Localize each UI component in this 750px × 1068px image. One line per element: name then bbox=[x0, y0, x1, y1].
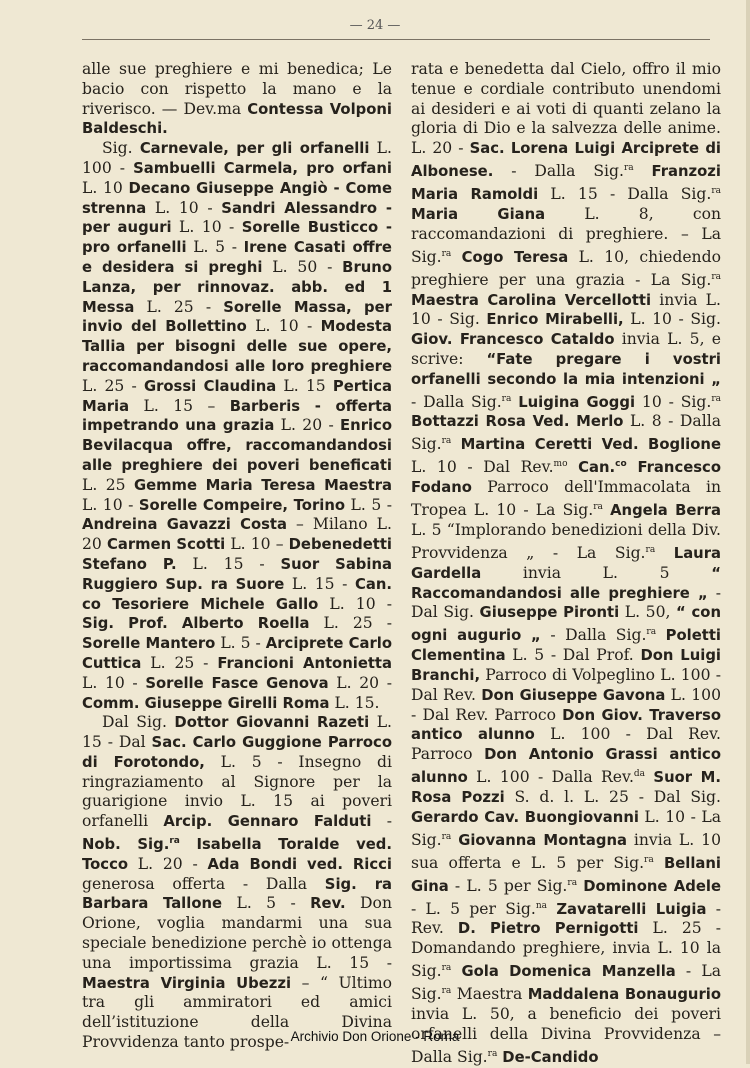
archive-footer: Archivio Don Orione - Roma bbox=[290, 1029, 460, 1044]
left-column-text: alle sue preghiere e mi benedica; Le bacio con rispetto la mano e la riverisco. — Dev.ma Contessa Volponi Baldeschi. Sig. Carnevale, per gli orfanelli L. 100 - Sambuelli Carmela, pro orfani L. 10 Decano Giuseppe Angiò - Come strenna L. 10 - Sandri Alessandro - per auguri L. 10 - Sorelle Busticco - pro orfanelli L. 5 - Irene Casati offre e desidera si preghi L. 50 - Bruno Lanza, per rinnovaz. abb. ed 1 Messa L. 25 - Sorelle Massa, per invio del Bollettino L. 10 - Modesta Tallia per bisogni delle sue opere, raccomandandosi alle loro preghiere L. 25 - Grossi Claudina L. 15 Pertica Maria L. 15 – Barberis - offerta impetrando una grazia L. 20 - Enrico Bevilacqua offre, raccomandandosi alle preghiere dei poveri beneficati L. 25 Gemme Maria Teresa Maestra L. 10 - Sorelle Compeire, Torino L. 5 - Andreina Gavazzi Costa – Milano L. 20 Carmen Scotti L. 10 – Debenedetti Stefano P. L. 15 - Suor Sabina Ruggiero Sup. ra Suore L. 15 - Can. co Tesoriere Michele Gallo L. 10 - Sig. Prof. Alberto Roella L. 25 - Sorelle Mantero L. 5 - Arciprete Carlo Cuttica L. 25 - Francioni Antonietta L. 10 - Sorelle Fasce Genova L. 20 - Comm. Giuseppe Girelli Roma L. 15. Dal Sig. Dottor Giovanni Razeti L. 15 - Dal Sac. Carlo Guggione Parroco di Forotondo, L. 5 - Insegno di ringraziamento al Signore per la guarigione invio L. 15 ai poveri orfanelli Arcip. Gennaro Falduti - Nob. Sig.$^{ra}$ Isabella Toralde ved. Tocco L. 20 - Ada Bondi ved. Ricci generosa offerta - Dalla Sig. ra Barbara Tallone L. 5 - Rev. Don Orione, voglia mandarmi una sua speciale benedizione perchè io ottenga una importissima grazia L. 15 - Maestra Virginia Ubezzi – “ Ultimo tra gli ammiratori ed amici dell’istituzione della Divina Provvidenza tanto prospe- bbox=[82, 60, 393, 1051]
page-number: — 24 — bbox=[349, 18, 401, 33]
header-rule bbox=[82, 39, 710, 40]
page-edge bbox=[746, 0, 750, 1064]
right-column-text: rata e benedetta dal Cielo, offro il mio tenue e cordiale contributo unendomi ai desideri e ai voti di quanti zelano la gloria di Dio e la salvezza delle anime. L. 20 - Sac. Lorena Luigi Arciprete di Albonese. - Dalla Sig.$^{ra}$ Franzozi Maria Ramoldi L. 15 - Dalla Sig.$^{ra}$ Maria Giana L. 8, con raccomandazioni di preghiere. – La Sig.$^{ra}$ Cogo Teresa L. 10, chiedendo preghiere per una grazia - La Sig.$^{ra}$ Maestra Carolina Vercellotti invia L. 10 - Sig. Enrico Mirabelli, L. 10 - Sig. Giov. Francesco Cataldo invia L. 5, e scrive: “Fate pregare i vostri orfanelli secondo la mia intenzioni „ - Dalla Sig.$^{ra}$ Luigina Goggi 10 - Sig.$^{ra}$ Bottazzi Rosa Ved. Merlo L. 8 - Dalla Sig.$^{ra}$ Martina Ceretti Ved. Boglione L. 10 - Dal Rev.$^{mo}$ Can.$^{co}$ Francesco Fodano Parroco dell'Immacolata in Tropea L. 10 - La Sig.$^{ra}$ Angela Berra L. 5 “Implorando benedizioni della Div. Provvidenza „ - La Sig.$^{ra}$ Laura Gardella invia L. 5 “ Raccomandandosi alle preghiere „ - Dal Sig. Giuseppe Pironti L. 50, “ con ogni augurio „ - Dalla Sig.$^{ra}$ Poletti Clementina L. 5 - Dal Prof. Don Luigi Branchi, Parroco di Volpeglino L. 100 - Dal Rev. Don Giuseppe Gavona L. 100 - Dal Rev. Parroco Don Giov. Traverso antico alunno L. 100 - Dal Rev. Parroco Don Antonio Grassi antico alunno L. 100 - Dalla Rev.$^{da}$ Suor M. Rosa Pozzi S. d. l. L. 25 - Dal Sig. Gerardo Cav. Buongiovanni L. 10 - La Sig.$^{ra}$ Giovanna Montagna invia L. 10 sua offerta e L. 5 per Sig.$^{ra}$ Bellani Gina - L. 5 per Sig.$^{ra}$ Dominone Adele - L. 5 per Sig.$^{na}$ Zavatarelli Luigia - Rev. D. Pietro Pernigotti L. 25 - Domandando preghiere, invia L. 10 la Sig.$^{ra}$ Gola Domenica Manzella - La Sig.$^{ra}$ Maestra Maddalena Bonaugurio invia L. 50, a beneficio dei poveri orfanelli della Divina Provvidenza – Dalla Sig.$^{ra}$ De-Candido bbox=[411, 60, 722, 1066]
